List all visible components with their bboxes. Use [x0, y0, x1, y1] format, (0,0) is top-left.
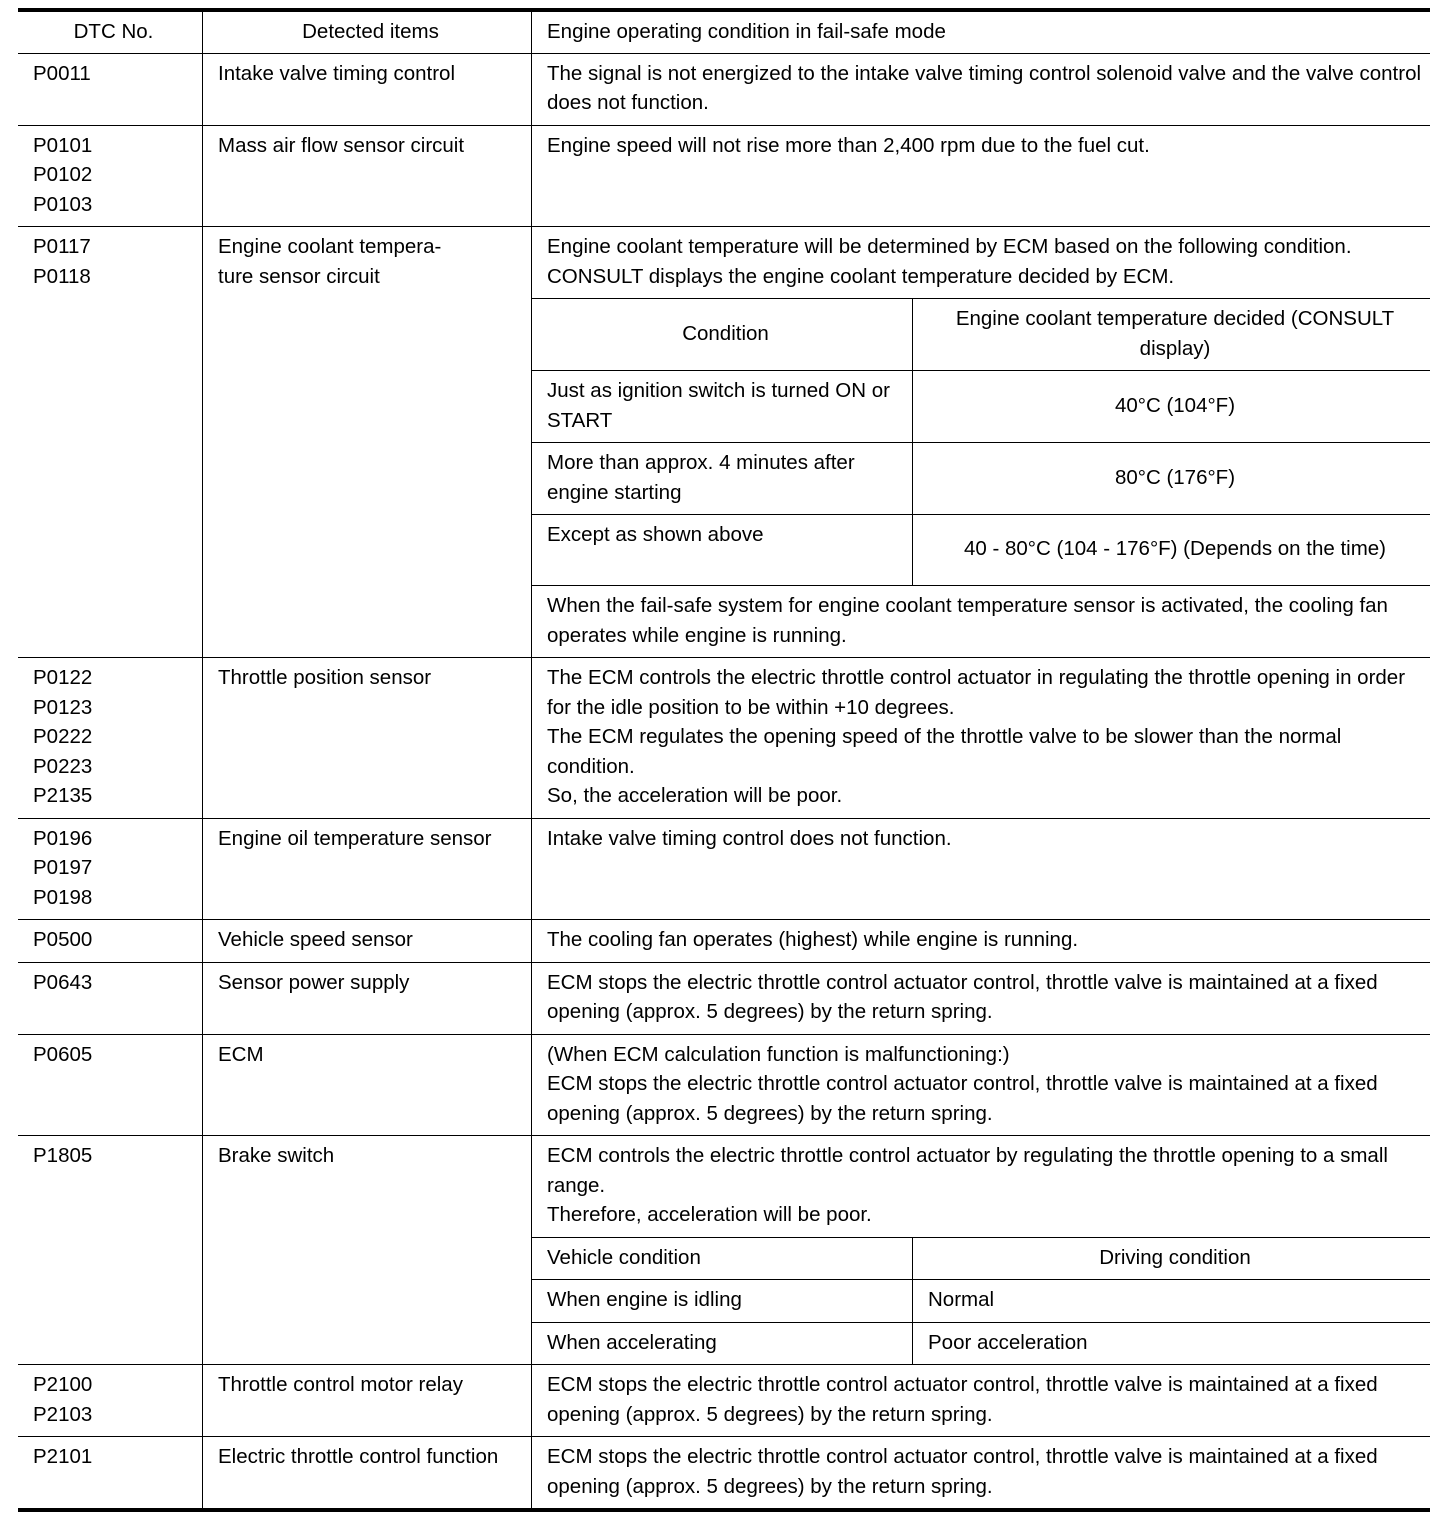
- table-row: [18, 962, 1430, 1034]
- dtc-code: P0122: [33, 666, 93, 689]
- dtc-cell: [18, 1437, 203, 1511]
- dtc-code: P0103: [33, 192, 93, 216]
- subtable-footer-row: [532, 586, 1430, 658]
- subtable-footer: When the fail-safe system for engine coolant temperature sensor is activated, the cooling fan operates while engine is running.: [532, 586, 1430, 658]
- dtc-code: P0118: [33, 264, 91, 288]
- condition-text: ECM stops the electric throttle control actuator control, throttle valve is maintained at a fixed opening (approx. 5 degrees) by the return spring.: [547, 1445, 1378, 1498]
- header-dtc-no: DTC No.: [18, 10, 203, 53]
- detected-item-line: Engine coolant tempera-: [218, 235, 442, 258]
- dtc-code: P0123: [33, 695, 93, 719]
- condition-text: The signal is not energized to the intake valve timing control solenoid valve and the valve control does not function.: [547, 61, 1422, 114]
- detected-item: Intake valve timing control: [203, 53, 532, 125]
- condition-cell: [532, 962, 1431, 1034]
- subtable-header-temperature: Engine coolant temperature decided (CONSULT display): [913, 299, 1431, 371]
- dtc-code: P0198: [33, 885, 93, 909]
- condition-text: (When ECM calculation function is malfunctioning:): [547, 1042, 1010, 1066]
- header-detected-items: Detected items: [203, 10, 532, 53]
- condition-cell: [532, 818, 1431, 920]
- condition-text: The ECM regulates the opening speed of the throttle valve to be slower than the normal condition.: [547, 725, 1342, 778]
- dtc-code: P0222: [33, 725, 93, 748]
- condition-text: CONSULT displays the engine coolant temperature decided by ECM.: [547, 264, 1175, 288]
- detected-item: Engine oil temperature sensor: [203, 818, 532, 920]
- condition-cell: [532, 1136, 1431, 1365]
- header-operating-condition: Engine operating condition in fail-safe mode: [532, 10, 1431, 53]
- dtc-cell: [18, 818, 203, 920]
- condition-text: Engine speed will not rise more than 2,400 rpm due to the fuel cut.: [547, 133, 1150, 157]
- table-row: [18, 818, 1430, 920]
- detected-item: Throttle position sensor: [203, 658, 532, 819]
- subtable-row: [532, 1280, 1430, 1323]
- dtc-code: P0101: [33, 133, 93, 157]
- subtable-driving-condition: Poor acceleration: [913, 1322, 1431, 1364]
- subtable-header-condition: Condition: [532, 299, 913, 371]
- dtc-code: P2100: [33, 1373, 93, 1396]
- condition-paragraph: [532, 227, 1430, 298]
- dtc-code: P0643: [33, 970, 93, 994]
- dtc-cell: [18, 920, 203, 963]
- dtc-code: P0011: [33, 61, 91, 85]
- condition-text: ECM stops the electric throttle control actuator control, throttle valve is maintained at a fixed opening (approx. 5 degrees) by the return spring.: [547, 970, 1378, 1023]
- table-row: [18, 1136, 1430, 1365]
- subtable-condition: More than approx. 4 minutes after engine starting: [532, 443, 913, 515]
- table-row: [18, 920, 1430, 963]
- coolant-temperature-subtable: [532, 298, 1430, 657]
- detected-item: Vehicle speed sensor: [203, 920, 532, 963]
- table-row: [18, 1365, 1430, 1437]
- condition-cell: [532, 125, 1431, 227]
- condition-cell: [532, 1034, 1431, 1136]
- condition-text: Therefore, acceleration will be poor.: [547, 1203, 872, 1226]
- subtable-vehicle-condition: When engine is idling: [532, 1280, 913, 1323]
- dtc-cell: [18, 658, 203, 819]
- condition-text: ECM stops the electric throttle control actuator control, throttle valve is maintained at a fixed opening (approx. 5 degrees) by the return spring.: [547, 1072, 1378, 1125]
- detected-item: Mass air flow sensor circuit: [203, 125, 532, 227]
- condition-cell: [532, 227, 1431, 658]
- condition-paragraph: [532, 1136, 1430, 1237]
- detected-item: Sensor power supply: [203, 962, 532, 1034]
- condition-text: Intake valve timing control does not function.: [547, 826, 952, 850]
- table-header-row: [18, 10, 1430, 53]
- condition-cell: [532, 1437, 1431, 1511]
- subtable-header-row: [532, 299, 1430, 371]
- detected-item: Throttle control motor relay: [203, 1365, 532, 1437]
- brake-switch-subtable: [532, 1237, 1430, 1365]
- subtable-driving-condition: Normal: [913, 1280, 1431, 1323]
- dtc-code: P0500: [33, 928, 93, 951]
- dtc-cell: [18, 227, 203, 658]
- condition-cell: [532, 53, 1431, 125]
- detected-item: Brake switch: [203, 1136, 532, 1365]
- dtc-cell: [18, 125, 203, 227]
- dtc-code: P0117: [33, 235, 91, 258]
- subtable-vehicle-condition: When accelerating: [532, 1322, 913, 1364]
- detected-item-line: ture sensor circuit: [218, 264, 380, 288]
- dtc-code: P0196: [33, 826, 93, 850]
- table-row: [18, 125, 1430, 227]
- subtable-row: [532, 515, 1430, 586]
- dtc-cell: [18, 53, 203, 125]
- table-row: [18, 658, 1430, 819]
- dtc-cell: [18, 1365, 203, 1437]
- dtc-cell: [18, 1136, 203, 1365]
- condition-text: ECM stops the electric throttle control actuator control, throttle valve is maintained at a fixed opening (approx. 5 degrees) by the return spring.: [547, 1373, 1378, 1426]
- condition-text: The ECM controls the electric throttle control actuator in regulating the throttle opening in order for the idle position to be within +10 degrees.: [547, 666, 1406, 719]
- table-row: [18, 1437, 1430, 1511]
- subtable-temperature: 40 - 80°C (104 - 176°F) (Depends on the time): [913, 515, 1431, 586]
- fail-safe-table-container: [18, 8, 1430, 1512]
- dtc-code: P2101: [33, 1445, 93, 1468]
- condition-cell: [532, 1365, 1431, 1437]
- subtable-temperature: 80°C (176°F): [913, 443, 1431, 515]
- subtable-row: [532, 443, 1430, 515]
- detected-item: [203, 227, 532, 658]
- condition-text: The cooling fan operates (highest) while engine is running.: [547, 928, 1079, 951]
- detected-item: ECM: [203, 1034, 532, 1136]
- condition-text: Engine coolant temperature will be determined by ECM based on the following condition.: [547, 235, 1352, 258]
- dtc-cell: [18, 962, 203, 1034]
- table-row: [18, 1034, 1430, 1136]
- subtable-header-vehicle-condition: Vehicle condition: [532, 1237, 913, 1280]
- subtable-row: [532, 1322, 1430, 1364]
- dtc-code: P0223: [33, 754, 93, 778]
- subtable-condition: Except as shown above: [532, 515, 913, 586]
- detected-item: Electric throttle control function: [203, 1437, 532, 1511]
- subtable-header-row: [532, 1237, 1430, 1280]
- condition-cell: [532, 920, 1431, 963]
- subtable-header-driving-condition: Driving condition: [913, 1237, 1431, 1280]
- subtable-temperature: 40°C (104°F): [913, 371, 1431, 443]
- fail-safe-table: [18, 8, 1430, 1512]
- condition-text: So, the acceleration will be poor.: [547, 784, 843, 807]
- dtc-code: P2135: [33, 784, 93, 807]
- table-row: [18, 53, 1430, 125]
- dtc-code: P0197: [33, 856, 93, 879]
- subtable-condition: Just as ignition switch is turned ON or START: [532, 371, 913, 443]
- dtc-code: P0605: [33, 1042, 93, 1066]
- table-row: [18, 227, 1430, 658]
- condition-text: ECM controls the electric throttle control actuator by regulating the throttle opening to a small range.: [547, 1144, 1388, 1197]
- condition-cell: [532, 658, 1431, 819]
- dtc-code: P0102: [33, 163, 93, 186]
- subtable-row: [532, 371, 1430, 443]
- dtc-code: P2103: [33, 1402, 93, 1426]
- dtc-code: P1805: [33, 1144, 93, 1167]
- dtc-cell: [18, 1034, 203, 1136]
